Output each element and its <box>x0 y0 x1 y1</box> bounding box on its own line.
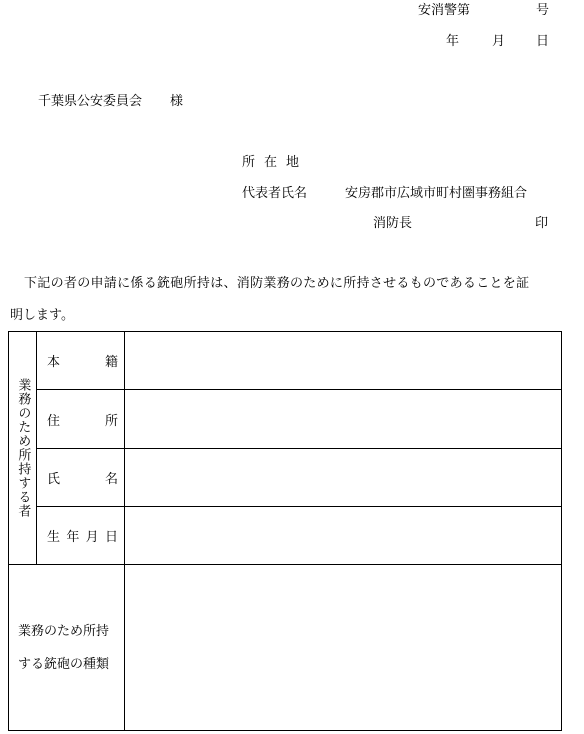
document-number-label: 安消警第 <box>418 3 471 18</box>
gun-type-label-line2: する銃砲の種類 <box>18 656 110 672</box>
group-label-cell <box>9 332 37 565</box>
field-label-honseki <box>37 351 124 370</box>
field-label-birthdate <box>37 526 124 545</box>
date-month-label: 月 <box>492 34 506 49</box>
label-char: 名 <box>104 472 118 487</box>
organization-name: 安房郡市広域市町村圏事務組合 <box>345 186 528 201</box>
addressee-name: 千葉県公安委員会 <box>38 94 143 109</box>
label-cell-honseki <box>37 332 125 390</box>
table-row <box>9 390 562 449</box>
field-label-address <box>37 410 124 429</box>
chief-title: 消防長 <box>373 216 413 231</box>
label-cell-birthdate <box>37 507 125 565</box>
name-value-field[interactable] <box>125 449 562 507</box>
honseki-value-field[interactable] <box>125 332 562 390</box>
group-label: 業務のため所持する者 <box>15 378 31 518</box>
gun-type-value-field[interactable] <box>125 565 562 731</box>
label-char: 籍 <box>104 355 118 370</box>
label-char: 本 <box>47 355 61 370</box>
label-char: 住 <box>47 413 61 429</box>
label-char: 所 <box>104 413 118 429</box>
label-cell-name <box>37 449 125 507</box>
gun-type-label-cell <box>9 565 125 731</box>
label-char: 生 <box>47 530 61 545</box>
representative-label: 代表者氏名 <box>242 186 308 201</box>
label-char: 月 <box>85 530 99 545</box>
date-year-label: 年 <box>446 34 460 49</box>
label-char: 年 <box>66 530 80 545</box>
gun-type-label <box>9 615 124 681</box>
table-row <box>9 507 562 565</box>
address-label: 所在地 <box>242 155 309 170</box>
field-label-name <box>37 468 124 487</box>
address-value-field[interactable] <box>125 390 562 449</box>
label-char: 日 <box>104 530 118 545</box>
seal-mark: 印 <box>535 216 549 231</box>
gun-type-label-line1: 業務のため所持 <box>18 623 110 639</box>
addressee-honorific: 様 <box>170 94 184 109</box>
date-day-label: 日 <box>536 34 550 49</box>
document-number-suffix: 号 <box>536 3 550 18</box>
certification-text-line2: 明します。 <box>10 308 74 323</box>
table-row <box>9 332 562 390</box>
label-cell-address <box>37 390 125 449</box>
certification-text-line1: 下記の者の申請に係る銃砲所持は、消防業務のために所持させるものであることを証 <box>24 276 530 291</box>
label-char: 氏 <box>47 472 61 487</box>
table-row <box>9 449 562 507</box>
certification-form-table <box>8 331 562 731</box>
table-row <box>9 565 562 731</box>
birthdate-value-field[interactable] <box>125 507 562 565</box>
